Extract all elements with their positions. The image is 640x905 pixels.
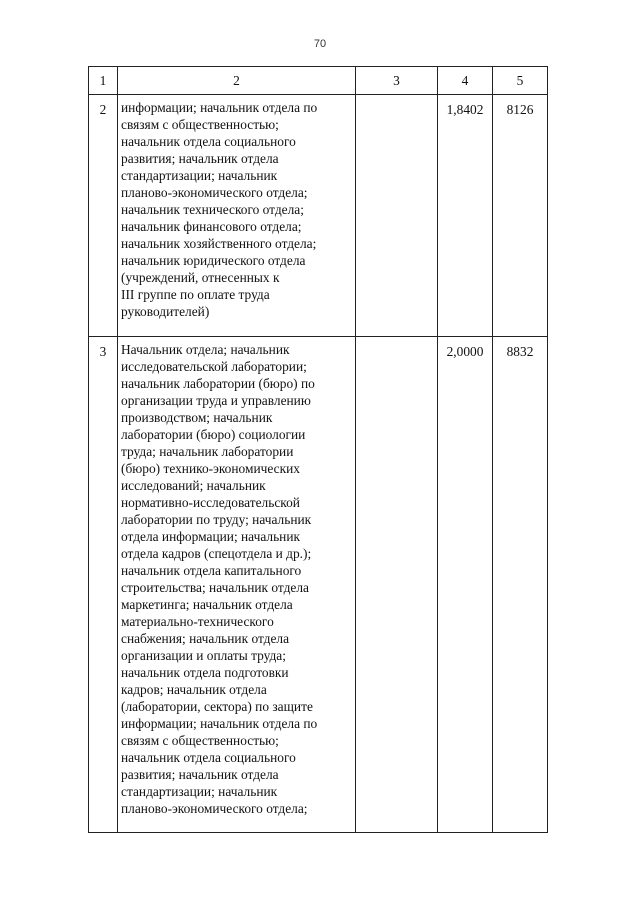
header-cell-4: 4	[438, 67, 493, 95]
header-cell-2: 2	[118, 67, 356, 95]
header-cell-3: 3	[356, 67, 438, 95]
coefficient-cell: 2,0000	[438, 337, 493, 833]
coefficient-cell: 1,8402	[438, 95, 493, 337]
empty-cell	[356, 95, 438, 337]
position-text-cell: Начальник отдела; начальник исследовательской лаборатории; начальник лаборатории (бюро) по организации труда и управлению производством; начальник лаборатории (бюро) социологии труда; начальник лаборатории (бюро) технико-экономических исследований; начальник нормативно-исследовательской лаборатории по труду; начальник отдела информации; начальник отдела кадров (спецотдела и др.); начальник отдела капитального строительства; начальник отдела маркетинга; начальник отдела материально-технического снабжения; начальник отдела организации и оплаты труда; начальник отдела подготовки кадров; начальник отдела (лаборатории, сектора) по защите информации; начальник отдела по связям с общественностью; начальник отдела социального развития; начальник отдела стандартизации; начальник планово-экономического отдела;	[118, 337, 356, 833]
row-number-cell: 3	[89, 337, 118, 833]
header-cell-5: 5	[493, 67, 548, 95]
document-table	[88, 66, 548, 833]
table-row	[89, 95, 548, 337]
salary-cell: 8126	[493, 95, 548, 337]
page-number: 70	[313, 38, 327, 50]
empty-cell	[356, 337, 438, 833]
header-cell-1: 1	[89, 67, 118, 95]
table-header-row	[89, 67, 548, 95]
position-text-cell: информации; начальник отдела по связям с общественностью; начальник отдела социального развития; начальник отдела стандартизации; начальник планово-экономического отдела; начальник технического отдела; начальник финансового отдела; начальник хозяйственного отдела; начальник юридического отдела (учреждений, отнесенных к III группе по оплате труда руководителей)	[118, 95, 356, 337]
table-row	[89, 337, 548, 833]
row-number-cell: 2	[89, 95, 118, 337]
salary-cell: 8832	[493, 337, 548, 833]
